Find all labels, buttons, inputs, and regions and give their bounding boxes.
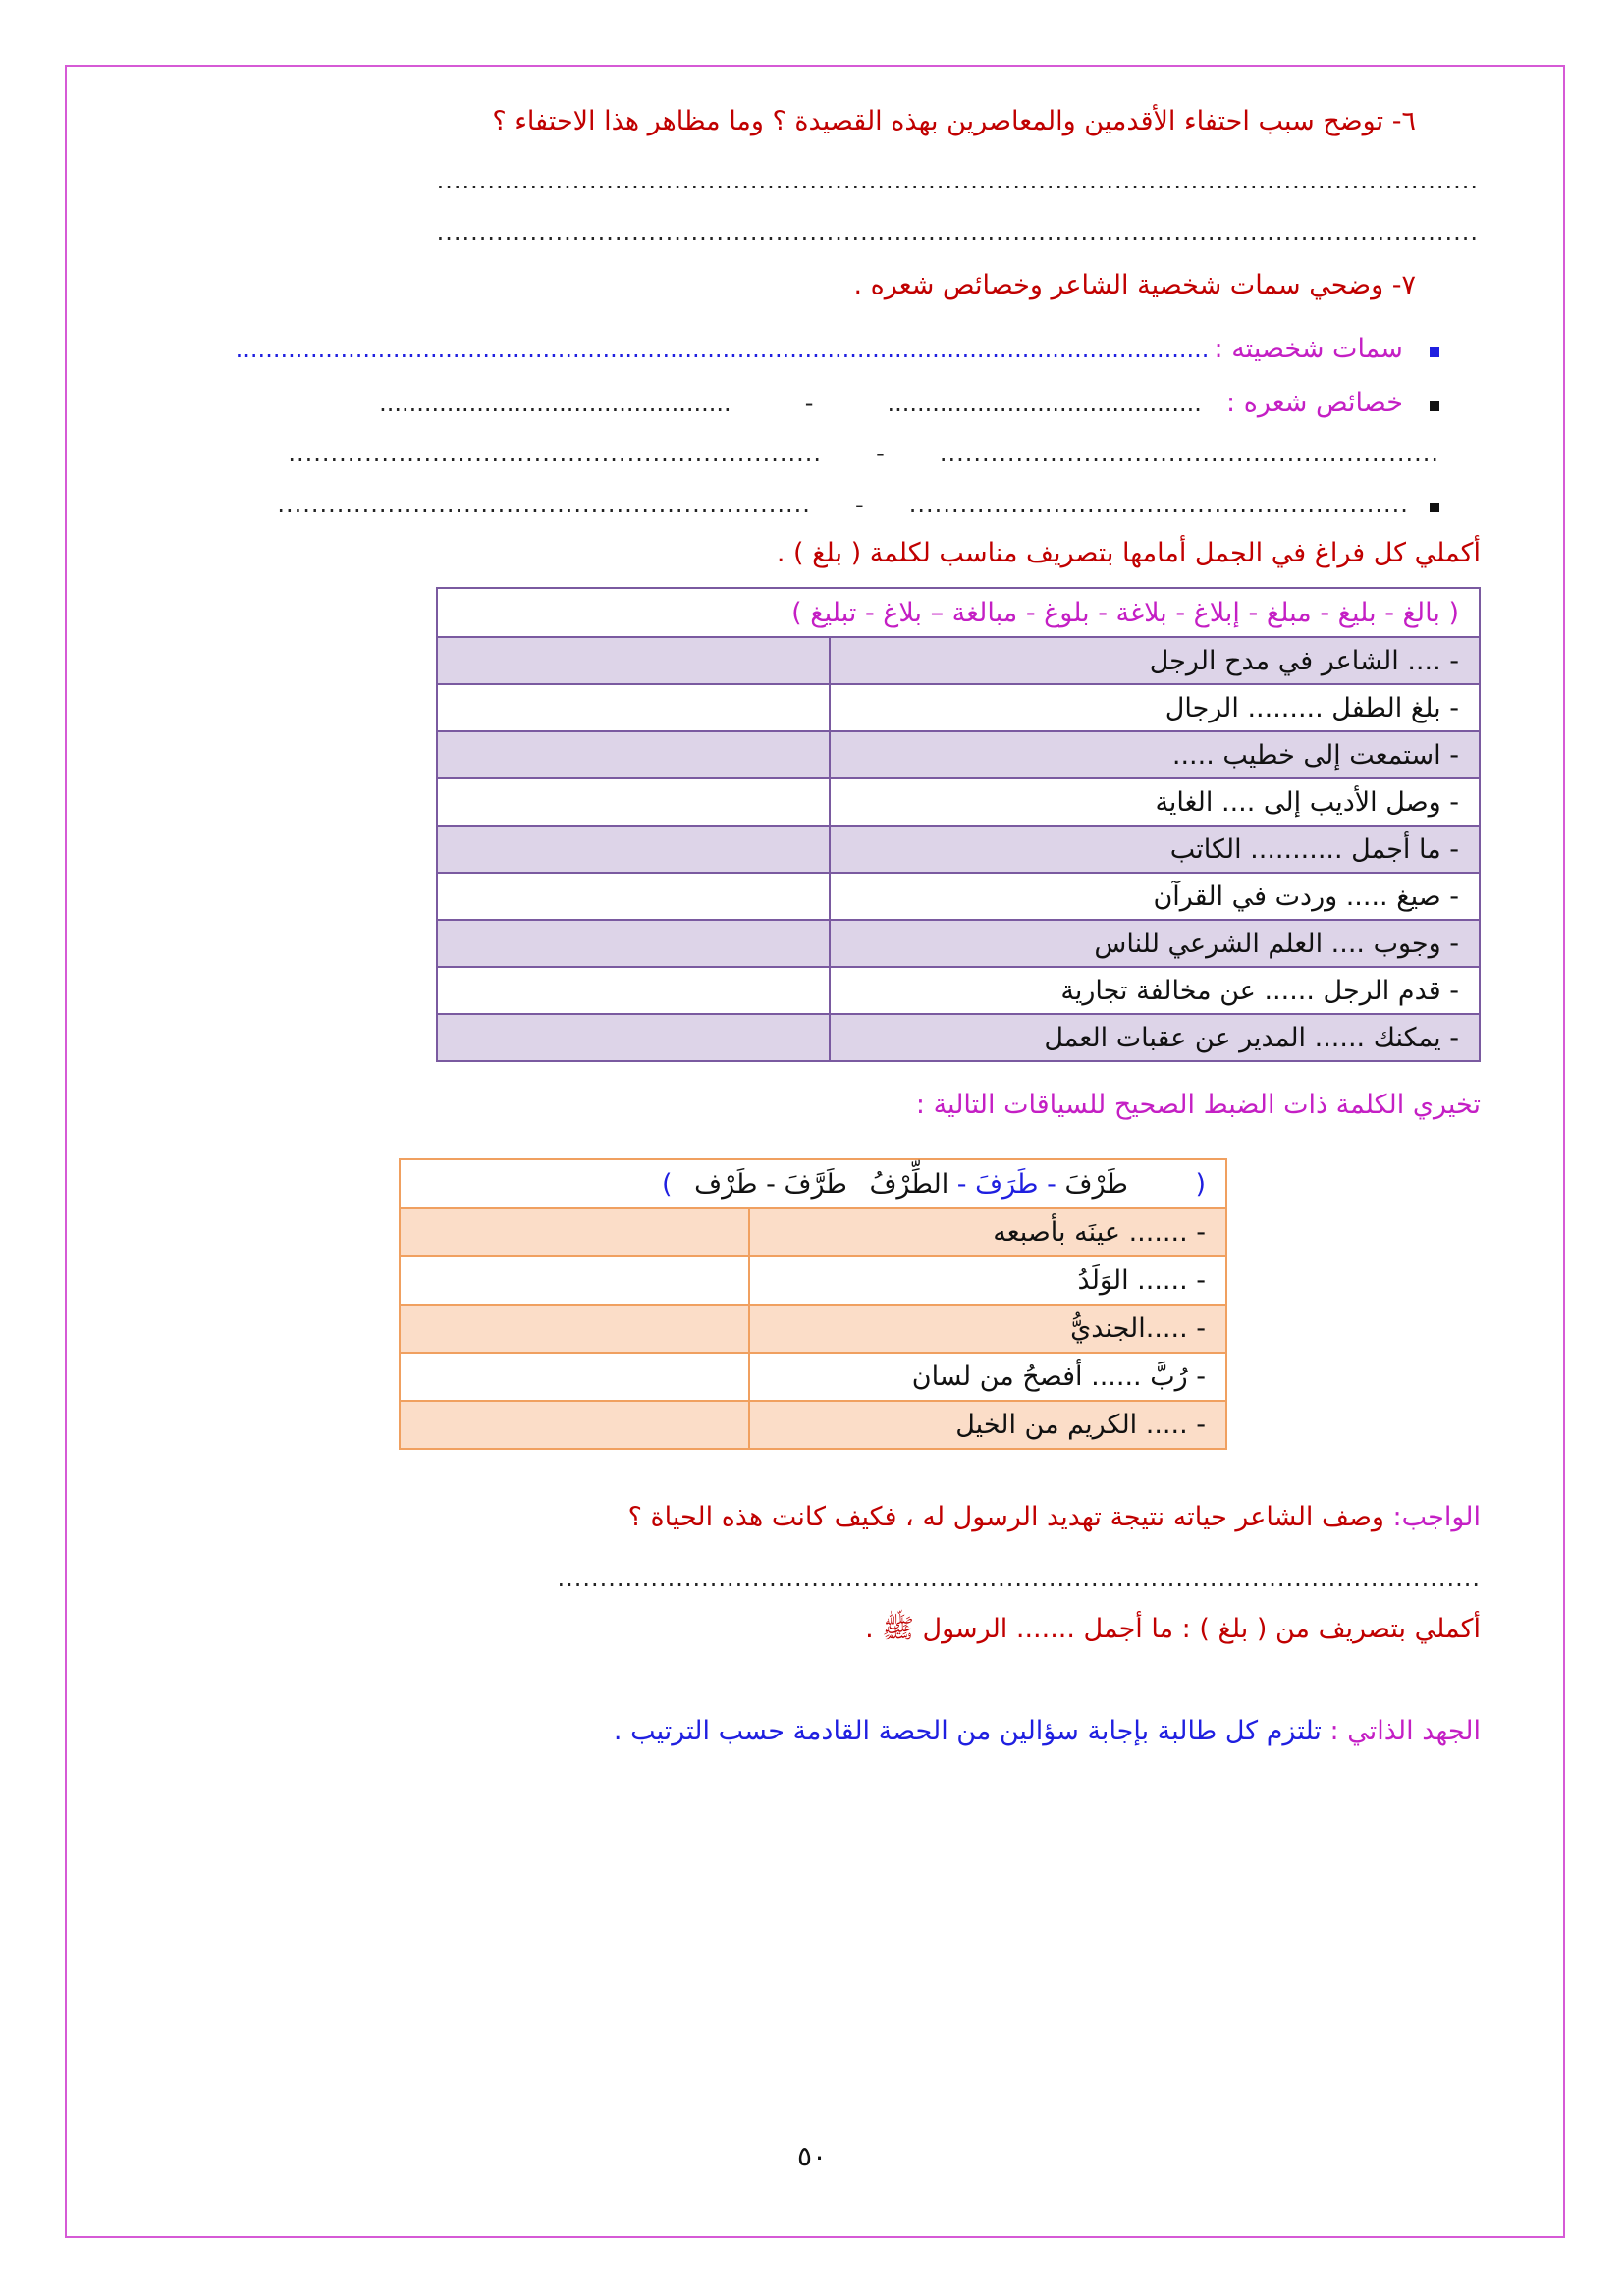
- exercise-2-table: [399, 1158, 1227, 1450]
- features-label: خصائص شعره :: [1226, 388, 1403, 418]
- answer-cell[interactable]: [437, 1014, 830, 1061]
- traits-label: سمات شخصيته :: [1214, 334, 1403, 364]
- question-7-text: وضحي سمات شخصية الشاعر وخصائص شعره .: [853, 270, 1384, 300]
- answer-line: ...............................................: [379, 390, 731, 417]
- dash: -: [876, 440, 886, 467]
- answer-cell[interactable]: [437, 873, 830, 920]
- answer-cell[interactable]: [400, 1305, 749, 1353]
- answer-cell[interactable]: [400, 1353, 749, 1401]
- sentence-cell: - ....... عينَه بأصبعه: [749, 1208, 1226, 1256]
- answer-cell[interactable]: [400, 1401, 749, 1449]
- answer-cell[interactable]: [437, 967, 830, 1014]
- options-header: ( طَرْفَ - طَرَفَ - الطِّرْفُ طَرَّفَ - طَرْف ): [400, 1159, 1226, 1208]
- answer-line: ...........................................................................................................................: [436, 218, 1479, 245]
- self-effort: [614, 1716, 1481, 1746]
- question-7-number: ٧-: [1391, 270, 1416, 300]
- option-word: طَرْفَ: [1064, 1168, 1128, 1200]
- answer-line: ...............................................................: [277, 491, 811, 518]
- answer-line: ...............................................................: [288, 440, 823, 467]
- option-word: الطِّرْفُ: [869, 1168, 949, 1200]
- answer-cell[interactable]: [437, 826, 830, 873]
- answer-cell[interactable]: [437, 731, 830, 778]
- dash: -: [855, 491, 865, 518]
- question-6-number: ٦-: [1391, 106, 1416, 136]
- square-bullet-icon: [1430, 347, 1439, 357]
- features-row-3: [277, 491, 1439, 518]
- sentence-cell: - وجوب .... العلم الشرعي للناس: [830, 920, 1480, 967]
- answer-line: ...........................................................: [939, 440, 1439, 467]
- sentence-cell: - قدم الرجل ...... عن مخالفة تجارية: [830, 967, 1480, 1014]
- question-6: [492, 106, 1416, 136]
- exercise-2-instruction: تخيري الكلمة ذات الضبط الصحيح للسياقات التالية :: [915, 1090, 1481, 1120]
- sentence-cell: - يمكنك ...... المدير عن عقبات العمل: [830, 1014, 1480, 1061]
- square-bullet-icon: [1430, 503, 1439, 512]
- traits-row: [236, 334, 1439, 364]
- answer-cell[interactable]: [437, 778, 830, 826]
- sentence-cell: - ...... الوَلَدُ: [749, 1256, 1226, 1305]
- homework: [628, 1502, 1481, 1532]
- features-row-2: [288, 440, 1439, 467]
- homework-label: الواجب:: [1392, 1502, 1481, 1532]
- exercise-1-instruction: أكملي كل فراغ في الجمل أمامها بتصريف مناسب لكلمة ( بلغ ) .: [776, 538, 1481, 568]
- dash: -: [804, 390, 814, 417]
- answer-cell[interactable]: [437, 637, 830, 684]
- features-row: [379, 388, 1439, 418]
- answer-line: ..........................................: [887, 390, 1202, 417]
- answer-line: .............................................................................................................: [557, 1565, 1481, 1592]
- answer-cell[interactable]: [400, 1208, 749, 1256]
- sentence-cell: - رُبَّ ...... أفصحُ من لسان: [749, 1353, 1226, 1401]
- option-word: طَرَفَ: [975, 1168, 1039, 1200]
- option-word: طَرَّفَ: [784, 1168, 847, 1200]
- sentence-cell: - وصل الأديب إلى .... الغاية: [830, 778, 1480, 826]
- options-header: ( بالغ - بليغ - مبلغ - إبلاغ - بلاغة - بلوغ - مبالغة – بلاغ - تبليغ ): [437, 588, 1480, 637]
- answer-line: ...........................................................: [908, 491, 1409, 518]
- page-number: ٥٠: [797, 2140, 828, 2172]
- self-effort-text: تلتزم كل طالبة بإجابة سؤالين من الحصة القادمة حسب الترتيب .: [613, 1716, 1322, 1746]
- sentence-cell: - .....الجنديُّ: [749, 1305, 1226, 1353]
- answer-cell[interactable]: [400, 1256, 749, 1305]
- sentence-cell: - ما أجمل ........... الكاتب: [830, 826, 1480, 873]
- sentence-cell: - .... الشاعر في مدح الرجل: [830, 637, 1480, 684]
- sentence-cell: - ..... الكريم من الخيل: [749, 1401, 1226, 1449]
- answer-cell[interactable]: [437, 684, 830, 731]
- answer-line: ..................................................................................................................................: [235, 336, 1210, 363]
- question-6-text: توضح سبب احتفاء الأقدمين والمعاصرين بهذه القصيدة ؟ وما مظاهر هذا الاحتفاء ؟: [492, 106, 1384, 136]
- answer-cell[interactable]: [437, 920, 830, 967]
- answer-line: ...........................................................................................................................: [436, 167, 1479, 194]
- homework-text: وصف الشاعر حياته نتيجة تهديد الرسول له ، فكيف كانت هذه الحياة ؟: [627, 1502, 1384, 1532]
- sentence-cell: - بلغ الطفل ......... الرجال: [830, 684, 1480, 731]
- self-effort-label: الجهد الذاتي :: [1329, 1716, 1481, 1746]
- square-bullet-icon: [1430, 401, 1439, 411]
- sentence-cell: - استمعت إلى خطيب .....: [830, 731, 1480, 778]
- exercise-1-table: [436, 587, 1481, 1062]
- homework-complete: أكملي بتصريف من ( بلغ ) : ما أجمل ....... الرسول ﷺ .: [865, 1614, 1481, 1644]
- option-word: طَرْف: [694, 1168, 758, 1200]
- sentence-cell: - صيغ ..... وردت في القرآن: [830, 873, 1480, 920]
- question-7: [853, 270, 1416, 300]
